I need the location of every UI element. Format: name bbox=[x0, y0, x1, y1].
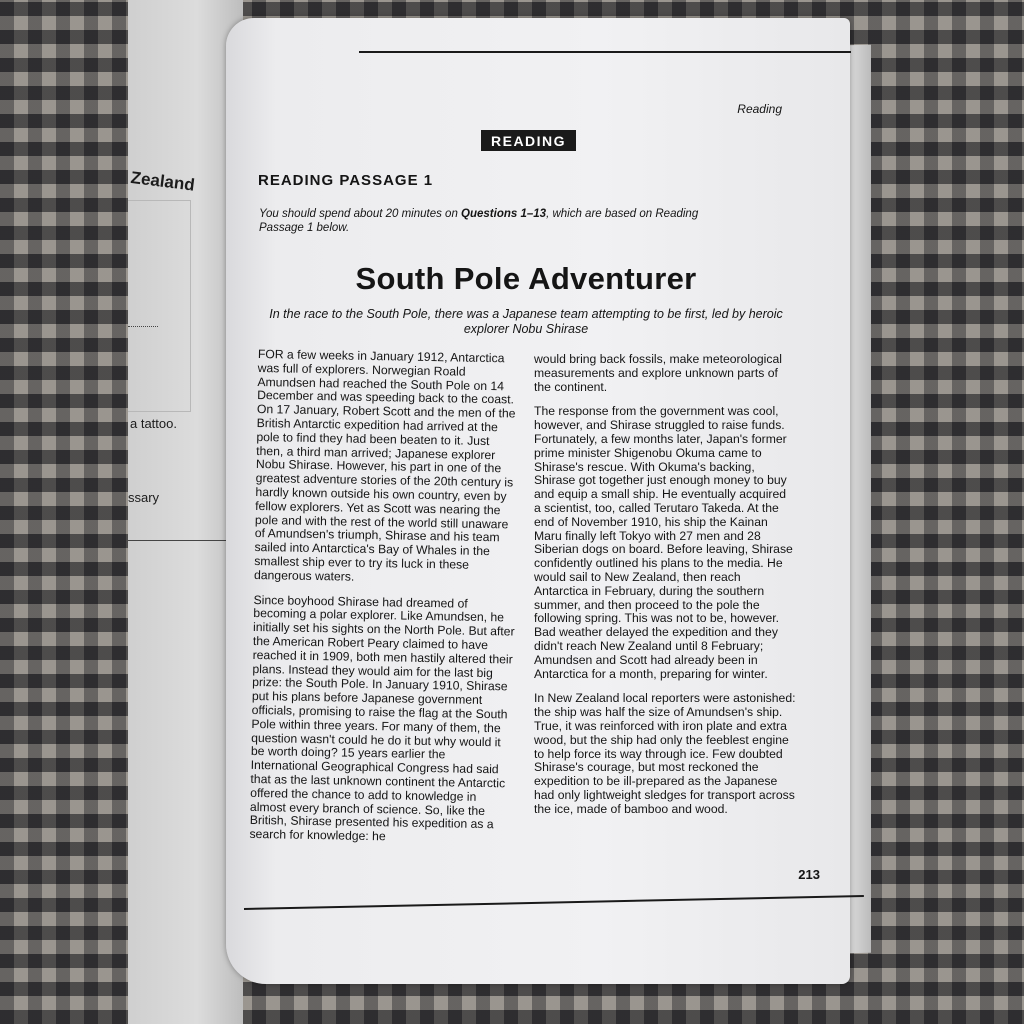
previous-page-table-edge bbox=[128, 200, 191, 412]
bottom-rule bbox=[244, 895, 864, 910]
passage-heading: READING PASSAGE 1 bbox=[258, 172, 434, 189]
paragraph: FOR a few weeks in January 1912, Antarctica was full of explorers. Norwegian Roald Amundsen had reached the South Pole on 14 December and was speeding back to the coast. On 17 January, Robert Scott and the men of the British Antarctic expedition had arrived at the pole to find they had been beaten to it. Just then, a third man arrived; Japanese explorer Nobu Shirase. However, his part in one of the greatest adventure stories of the 20th century is hardly known outside his own country, even by fellow explorers. Yet as Scott was nearing the pole and with the rest of the world still unaware of Amundsen's triumph, Shirase and his team sailed into Antarctica's Bay of Whales in the smallest ship ever to try its luck in these dangerous waters. bbox=[253, 347, 516, 584]
top-rule bbox=[359, 51, 851, 53]
previous-page-title-fragment: Zealand bbox=[129, 168, 196, 195]
previous-page-text-fragment: a tattoo. bbox=[130, 416, 177, 431]
running-head: Reading bbox=[737, 102, 782, 116]
paragraph: In New Zealand local reporters were astonished: the ship was half the size of Amundsen's ship. True, it was reinforced with iron plate and extra wood, but the ship had only the feeblest engine to help force its way through ice. Few doubted Shirase's courage, but most reckoned the expedition to be ill-prepared as the Japanese had only lightweight sledges for transport across the ice, made of bamboo and wood. bbox=[534, 691, 796, 816]
previous-page-dotted-line bbox=[128, 326, 158, 327]
instruction-before: You should spend about 20 minutes on bbox=[259, 208, 462, 220]
left-column bbox=[249, 348, 520, 857]
instruction-after: , which are based on Reading Passage 1 below. bbox=[259, 208, 699, 234]
book-page bbox=[226, 18, 850, 984]
instruction-text bbox=[259, 207, 729, 235]
paragraph: would bring back fossils, make meteorological measurements and explore unknown parts of the continent. bbox=[534, 352, 782, 394]
paragraph: Since boyhood Shirase had dreamed of becoming a polar explorer. Like Amundsen, he initially set his sights on the North Pole. But after the American Robert Peary claimed to have reached it in 1909, both men hastily altered their plans. Instead they would aim for the last big prize: the South Pole. In January 1910, Shirase put his plans before Japanese government officials, promising to raise the flag at the South Pole within three years. For many of them, the question wasn't could he do it but why would it be worth doing? 15 years earlier the International Geographical Congress had said that as the last unknown continent the Antarctic offered the chance to add to knowledge in almost every branch of science. So, like the British, Shirase presented his expedition as a search for knowledge: he bbox=[249, 592, 515, 844]
previous-page-rule bbox=[128, 540, 238, 541]
section-badge: READING bbox=[481, 130, 576, 151]
article-title: South Pole Adventurer bbox=[355, 261, 697, 296]
paragraph: The response from the government was cool, however, and Shirase struggled to raise funds. Fortunately, a few months later, Japan's former prime minister Shigenobu Okuma came to Shirase's rescue. With Okuma's backing, Shirase got together just enough money to buy and equip a small ship. He eventually acquired a scientist, too, called Terutaro Takeda. At the end of November 1910, his ship the Kainan Maru finally left Tokyo with 27 men and 28 Siberian dogs on board. Before leaving, Shirase confidently outlined his plans to the media. He would sail to New Zealand, then reach Antarctica in February, during the southern summer, and then proceed to the pole the following spring. This was not to be, however. Bad weather delayed the expedition and they didn't reach New Zealand until 8 February; Amundsen and Scott had already been in Antarctica for a month, preparing for winter. bbox=[534, 404, 793, 681]
page-number: 213 bbox=[798, 867, 820, 882]
article-standfirst: In the race to the South Pole, there was a Japanese team attempting to be first, led by heroic explorer Nobu Shirase bbox=[269, 307, 783, 336]
previous-page-text-fragment: ssary bbox=[128, 490, 160, 505]
right-column bbox=[534, 353, 796, 828]
instruction-questions: Questions 1–13 bbox=[461, 208, 547, 220]
